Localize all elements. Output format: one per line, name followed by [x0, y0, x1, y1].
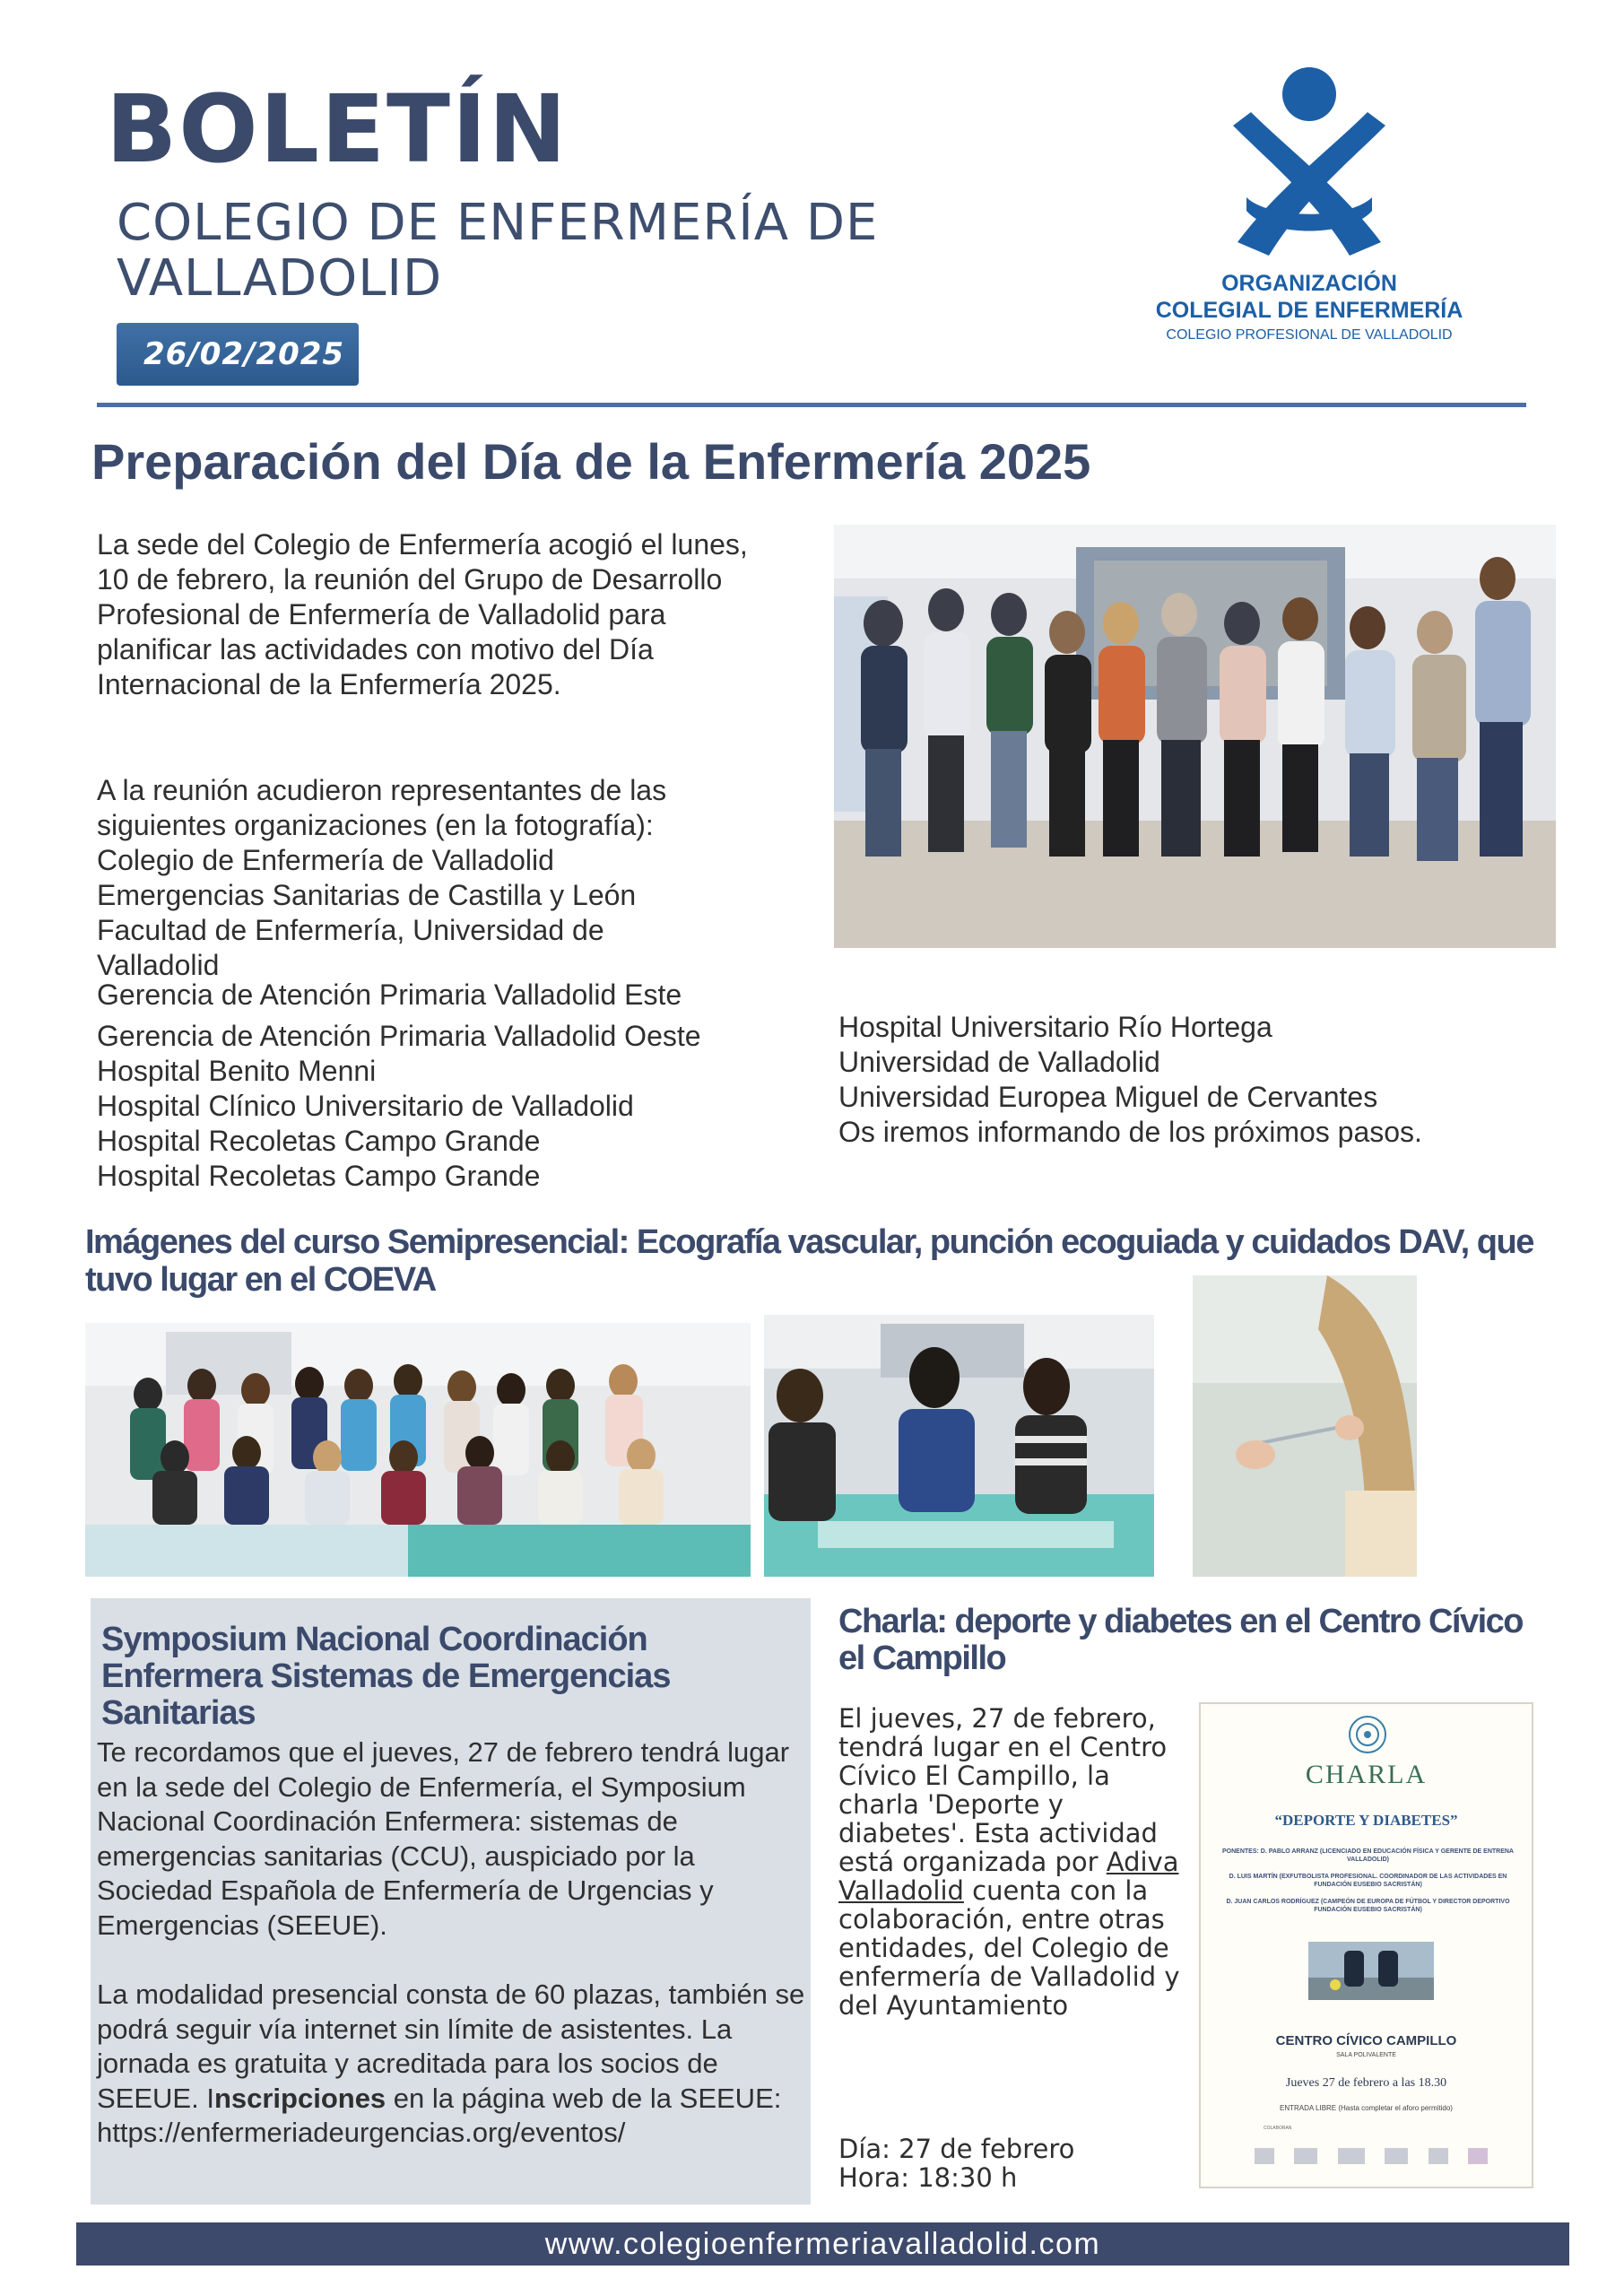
closing-note: Os iremos informando de los próximos pasos. — [838, 1116, 1422, 1148]
poster-room: SALA POLIVALENTE — [1336, 2052, 1396, 2058]
org-list-item: Gerencia de Atención Primaria Valladolid Este — [97, 978, 682, 1011]
poster-venue: CENTRO CÍVICO CAMPILLO — [1275, 2033, 1457, 2048]
org-list-item: Universidad Europea Miguel de Cervantes — [838, 1081, 1378, 1113]
poster-speaker: PONENTES: D. PABLO ARRANZ (LICENCIADO EN EDUCACIÓN FÍSICA Y GERENTE DE ENTRENA VALLADOLID) — [1221, 1848, 1514, 1863]
ultrasound-needle-photo — [1193, 1275, 1417, 1577]
org-list-item: Hospital Benito Menni — [97, 1055, 377, 1087]
symposium-text: en la página web de la SEEUE: — [386, 2082, 782, 2114]
org-list-item: Hospital Universitario Río Hortega — [838, 1011, 1272, 1043]
nurse-figure-icon — [1215, 63, 1403, 269]
footer-bar — [76, 2222, 1569, 2266]
charla-text: cuenta con la colaboración, entre otras entidades, del Colegio de enfermería de Valladolid y del Ayuntamiento — [838, 1875, 1180, 2021]
logo-text-line3: COLEGIO PROFESIONAL DE VALLADOLID — [1166, 327, 1453, 343]
org-list-item: Facultad de Enfermería, Universidad de Valladolid — [97, 914, 604, 981]
article-paragraph-2: A la reunión acudieron representantes de las siguientes organizaciones (en la fotografía): — [97, 774, 667, 841]
poster-sponsor-logos — [1255, 2148, 1488, 2168]
article-heading-dia-enfermeria: Preparación del Día de la Enfermería 2025 — [91, 433, 1091, 490]
organization-logo — [1139, 63, 1480, 359]
poster-sports-image — [1308, 1942, 1434, 2000]
org-list-item: Gerencia de Atención Primaria Valladolid Oeste — [97, 1020, 701, 1052]
poster-entry-note: ENTRADA LIBRE (Hasta completar el aforo permitido) — [1280, 2104, 1453, 2112]
header-divider — [97, 403, 1526, 407]
newsletter-title: BOLETÍN — [106, 74, 569, 184]
poster-datetime: Jueves 27 de febrero a las 18.30 — [1285, 2076, 1447, 2090]
course-practice-photo — [764, 1315, 1154, 1577]
poster-sponsors-label: COLABORAN — [1264, 2126, 1292, 2131]
org-list-item: Universidad de Valladolid — [838, 1046, 1160, 1078]
poster-title: “DEPORTE Y DIABETES” — [1274, 1812, 1458, 1829]
adiva-link[interactable]: Adiva Valladolid — [838, 1847, 1179, 1906]
poster-speaker: D. JUAN CARLOS RODRÍGUEZ (CAMPEÓN DE EUROPA DE FÚTBOL Y DIRECTOR DEPORTIVO FUNDACIÓN EUSEBIO SACRISTÁN) — [1226, 1899, 1510, 1913]
charla-text: El jueves, 27 de febrero, tendrá lugar en el Centro Cívico El Campillo, la charla 'Deporte y diabetes'. Esta actividad está organizada por — [838, 1703, 1168, 1877]
sponsor-logo-icon — [1338, 2148, 1365, 2164]
symposium-title: Symposium Nacional Coordinación Enfermera Sistemas de Emergencias Sanitarias — [101, 1621, 671, 1732]
charla-day: Día: 27 de febrero — [838, 2134, 1075, 2164]
symposium-text: La modalidad presencial consta de 60 plazas, también se podrá seguir vía internet sin límite de asistentes. La jornada es gratuita y acreditada para los socios de SEEUE. I — [97, 1979, 805, 2114]
symposium-paragraph-1: Te recordamos que el jueves, 27 de febrero tendrá lugar en la sede del Colegio de Enfermería, el Symposium Nacional Coordinación Enfermera: sistemas de emergencias sanitarias (CCU), auspiciado por la Sociedad Española de Enfermería de Urgencias y Emergencias (SEEUE). — [97, 1736, 790, 1941]
org-list-right — [838, 1010, 1556, 1150]
poster-charla-label: CHARLA — [1305, 1760, 1428, 1789]
sponsor-logo-icon — [1255, 2148, 1274, 2164]
inscripciones-bold: nscripciones — [213, 2082, 386, 2114]
logo-text-line2: COLEGIAL DE ENFERMERÍA — [1155, 298, 1463, 323]
date-badge: 26/02/2025 — [117, 323, 359, 386]
org-list-item: Hospital Recoletas Campo Grande — [97, 1125, 541, 1157]
org-list-item: Hospital Clínico Universitario de Valladolid — [97, 1090, 634, 1122]
website-link[interactable]: www.colegioenfermeriavalladolid.com — [544, 2227, 1101, 2261]
charla-title: Charla: deporte y diabetes en el Centro Cívico el Campillo — [838, 1603, 1523, 1677]
adiva-logo-icon — [1348, 1715, 1387, 1754]
charla-paragraph — [838, 1704, 1197, 2020]
sponsor-logo-icon — [1385, 2148, 1408, 2164]
sponsor-logo-icon — [1294, 2148, 1317, 2164]
group-photo-meeting — [834, 525, 1556, 948]
course-images-heading: Imágenes del curso Semipresencial: Ecografía vascular, punción ecoguiada y cuidados DAV, que tuvo lugar en el COEVA — [85, 1223, 1533, 1299]
sponsor-logo-icon — [1468, 2148, 1488, 2164]
charla-time: Hora: 18:30 h — [838, 2162, 1018, 2193]
charla-schedule — [838, 2135, 1197, 2192]
article-paragraph-1: La sede del Colegio de Enfermería acogió el lunes, 10 de febrero, la reunión del Grupo de Desarrollo Profesional de Enfermería de Valladolid para planificar las actividades con motivo del Día Internacional de la Enfermería 2025. — [97, 528, 748, 700]
org-list-item: Colegio de Enfermería de Valladolid — [97, 844, 554, 876]
org-list-item: Emergencias Sanitarias de Castilla y León — [97, 879, 637, 911]
symposium-paragraph-2 — [97, 1978, 810, 2151]
poster-speaker: D. LUIS MARTÍN (EXFUTBOLISTA PROFESIONAL. COORDINADOR DE LAS ACTIVIDADES EN FUNDACIÓN EUSEBIO SACRISTÁN) — [1229, 1874, 1507, 1888]
charla-poster — [1199, 1702, 1533, 2188]
course-group-photo — [85, 1323, 751, 1577]
seeue-url[interactable]: https://enfermeriadeurgencias.org/eventos/ — [97, 2117, 626, 2148]
org-list-item: Hospital Recoletas Campo Grande — [97, 1160, 541, 1192]
newsletter-subtitle: COLEGIO DE ENFERMERÍA DE VALLADOLID — [117, 194, 879, 308]
sponsor-logo-icon — [1429, 2148, 1448, 2164]
logo-text-line1: ORGANIZACIÓN — [1221, 271, 1397, 296]
